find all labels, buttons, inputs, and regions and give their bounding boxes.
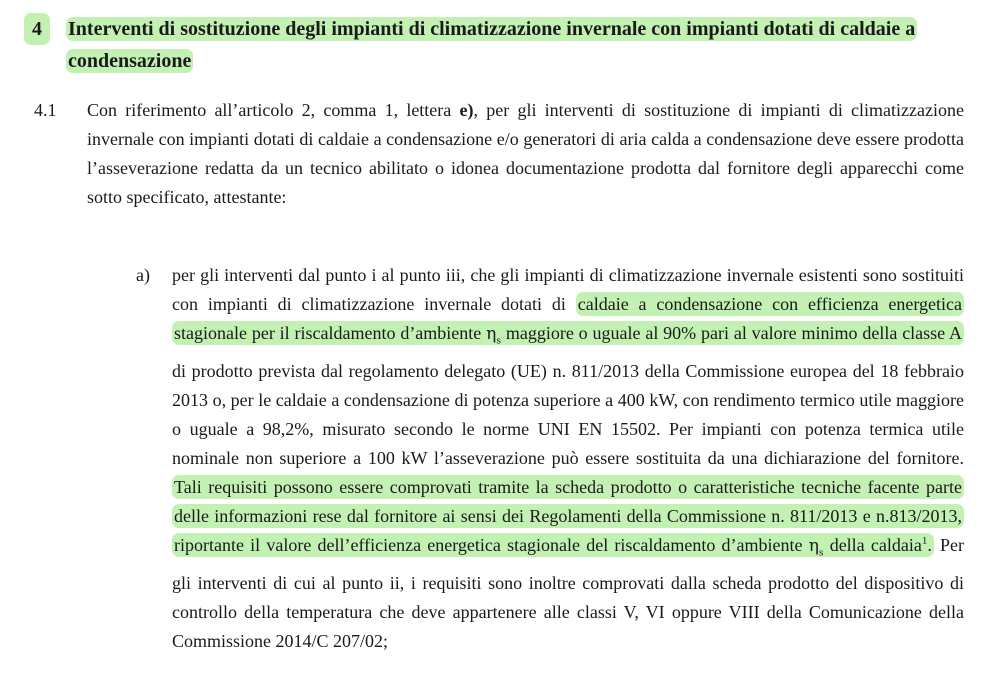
item-text-2: di prodotto prevista dal regolamento delegato (UE) n. 811/2013 della Commissione europea del 18 febbraio 2013 o, per le caldaie a condensazione di potenza superiore a 400 kW, con rendimento termico utile maggiore o uguale a 98,2%, misurato secondo le norme UNI EN 15502. Per impianti con potenza termica utile nominale non superiore a 100 kW l’asseverazione può essere sostituita da una dichiarazione del fornitore. — [172, 360, 964, 468]
eta-symbol-2-letter: η — [808, 536, 819, 557]
highlight-efficiency-text: caldaie a condensazione con efficienza energetica stagionale per il riscaldamento d’ambiente — [174, 294, 963, 344]
item-text-3: Per gli interventi di cui al punto ii, i requisiti sono inoltre comprovati dalla scheda prodotto del dispositivo di controllo della temperatura che deve appartenere alle classi V, VI oppure VIII della Comunicazione della Commissione 2014/C 207/02; — [172, 535, 964, 651]
eta-symbol-2-sub: s — [818, 548, 824, 559]
list-item-text — [172, 261, 964, 656]
paragraph-text — [87, 96, 964, 212]
highlight-requirements — [172, 475, 964, 557]
section-title — [66, 13, 961, 77]
paragraph-text-after: , per gli interventi di sostituzione di impianti di climatizzazione invernale con impianti dotati di caldaie a condensazione e/o generatori di aria calda a condensazione deve essere prodotta l’asseverazione redatta da un tecnico abilitato o idonea documentazione prodotta dal fornitore degli apparecchi come sotto specificato, attestante: — [87, 100, 964, 207]
eta-symbol-sub: s — [496, 336, 501, 347]
eta-symbol — [486, 324, 501, 347]
section-number: 4 — [24, 13, 50, 45]
paragraph-number: 4.1 — [34, 100, 57, 120]
paragraph-letter: e) — [459, 100, 474, 120]
highlight-requirements-text-2: della caldaia — [829, 535, 922, 556]
highlight-requirements-text: Tali requisiti possono essere comprovati tramite la scheda prodotto o caratteristiche tecniche facente parte delle informazioni rese dal fornitore ai sensi dei Regolamenti della Commissione n. 811/2013 e n.813/2013, riportante il valore dell’efficienza energetica stagionale del riscaldamento d’ambiente — [174, 477, 962, 556]
eta-symbol-2 — [808, 536, 824, 559]
item-text-1: per gli interventi dal punto i al punto iii, che gli impianti di climatizzazione invernale esistenti sono sostituiti con impianti di climatizzazione invernale dotati di — [172, 265, 964, 315]
highlight-requirements-period: . — [927, 535, 932, 556]
eta-symbol-letter: η — [486, 324, 497, 345]
list-item-label: a) — [136, 265, 150, 285]
paragraph-text-before: Con riferimento all’articolo 2, comma 1, lettera — [87, 100, 460, 120]
footnote-marker[interactable]: 1 — [921, 535, 928, 548]
section-title-highlight: Interventi di sostituzione degli impianti di climatizzazione invernale con impianti dotati di caldaie a condensazione — [68, 18, 916, 72]
highlight-efficiency-text-2: maggiore o uguale al 90% pari al valore minimo della classe A — [505, 323, 963, 344]
